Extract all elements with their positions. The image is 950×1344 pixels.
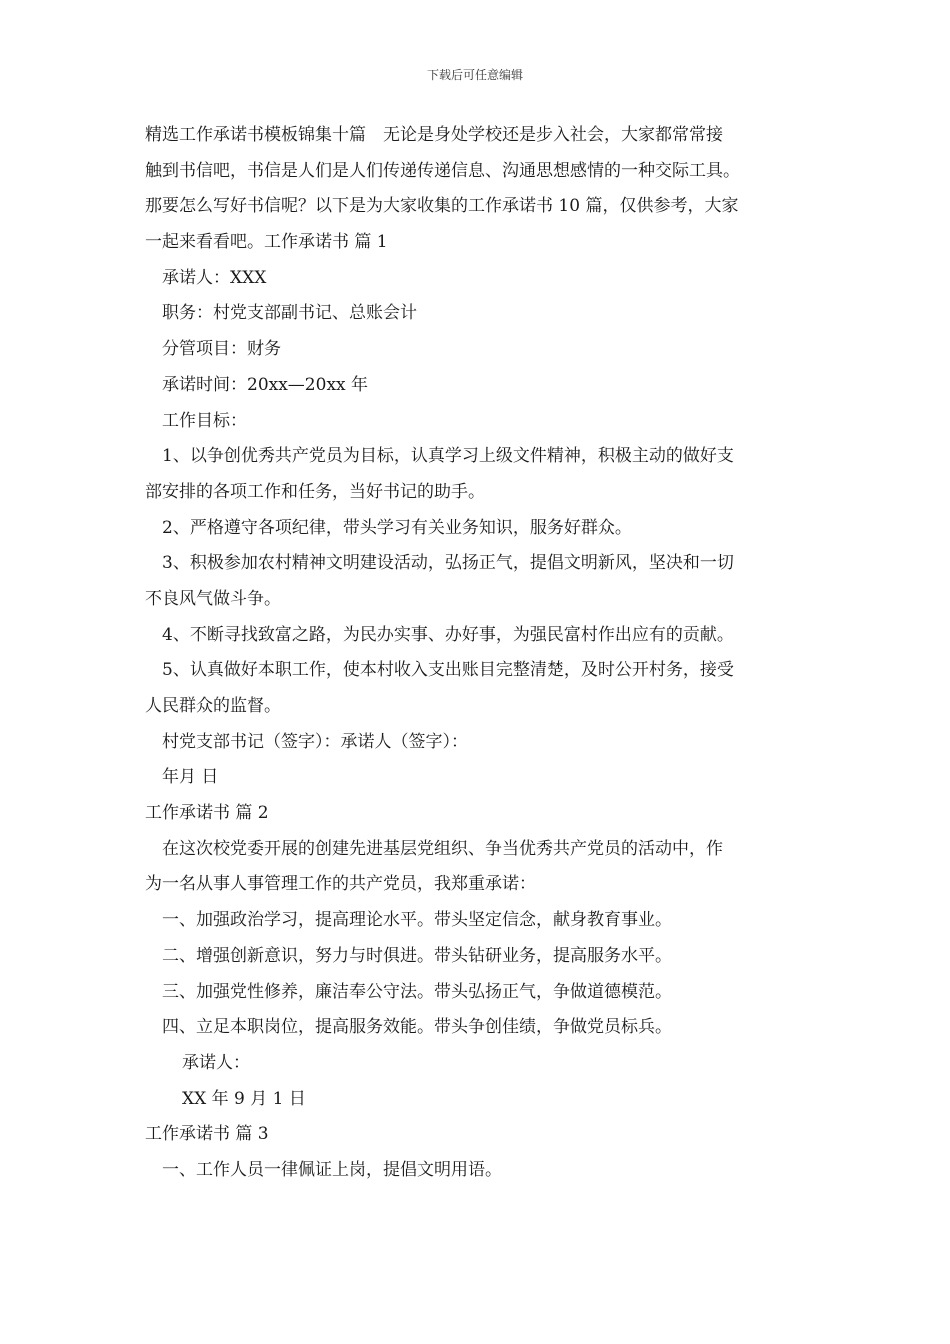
text-line: 触到书信吧，书信是人们是人们传递传递信息、沟通思想感情的一种交际工具。 [145,160,740,181]
text-line: 部安排的各项工作和任务，当好书记的助手。 [145,481,485,502]
text-line: 职务：村党支部副书记、总账会计 [162,303,417,324]
text-line: 村党支部书记（签字）：承诺人（签字）： [162,731,468,752]
text-line: 一、工作人员一律佩证上岗，提倡文明用语。 [162,1159,502,1180]
text-line: 精选工作承诺书模板锦集十篇 无论是身处学校还是步入社会，大家都常常接 [145,125,723,145]
text-line: 承诺人： [182,1052,250,1073]
text-line: 人民群众的监督。 [145,696,281,716]
text-line: 承诺人：XXX [162,267,267,288]
text-line: 3、积极参加农村精神文明建设活动，弘扬正气，提倡文明新风，坚决和一切 [162,553,734,574]
text-line: 分管项目：财务 [162,339,281,360]
text-line: 三、加强党性修养，廉洁奉公守法。带头弘扬正气，争做道德模范。 [162,981,672,1002]
text-line: 5、认真做好本职工作，使本村收入支出账目完整清楚，及时公开村务，接受 [162,660,734,681]
text-line: 4、不断寻找致富之路，为民办实事、办好事，为强民富村作出应有的贡献。 [162,624,734,645]
text-line: 那要怎么写好书信呢？以下是为大家收集的工作承诺书 10 篇，仅供参考，大家 [145,196,739,217]
text-line: 一、加强政治学习，提高理论水平。带头坚定信念，献身教育事业。 [162,910,672,931]
text-line: XX 年 9 月 1 日 [182,1088,306,1109]
text-line: 不良风气做斗争。 [145,588,281,609]
text-line: 工作承诺书 篇 3 [145,1124,269,1145]
text-line: 为一名从事人事管理工作的共产党员，我郑重承诺： [145,874,536,895]
text-line: 年月 日 [162,767,219,788]
text-line: 工作承诺书 篇 2 [145,803,269,824]
document-body [145,118,815,1189]
text-line: 四、立足本职岗位，提高服务效能。带头争创佳绩，争做党员标兵。 [162,1017,672,1038]
text-line: 1、以争创优秀共产党员为目标，认真学习上级文件精神，积极主动的做好支 [162,446,734,467]
text-line: 在这次校党委开展的创建先进基层党组织、争当优秀共产党员的活动中，作 [162,838,723,859]
text-line: 一起来看看吧。工作承诺书 篇 1 [145,232,388,253]
text-line: 承诺时间：20xx—20xx 年 [162,374,369,395]
text-line: 二、增强创新意识，努力与时俱进。带头钻研业务，提高服务水平。 [162,945,672,966]
text-line: 工作目标： [162,410,247,431]
header-note: 下载后可任意编辑 [426,68,523,82]
text-line: 2、严格遵守各项纪律，带头学习有关业务知识，服务好群众。 [162,517,632,538]
